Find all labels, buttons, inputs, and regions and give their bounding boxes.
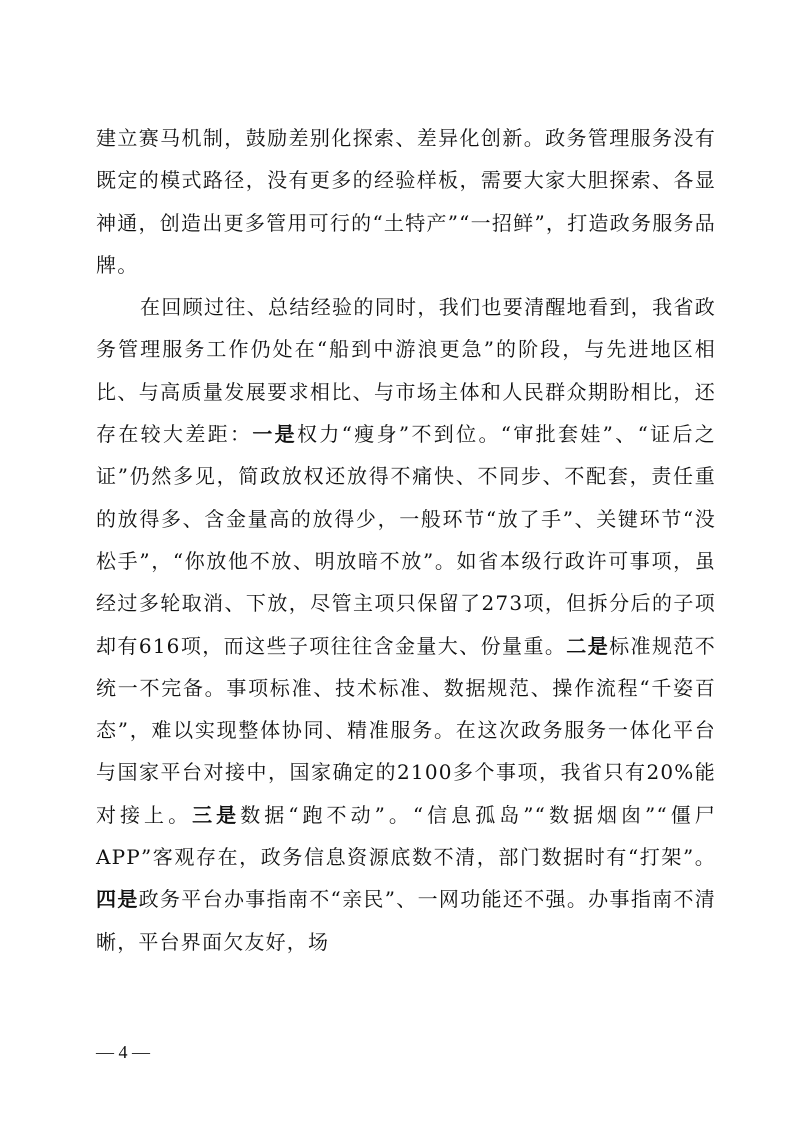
point-two-label: 二是	[566, 633, 610, 658]
point-one-text: 权力“瘦身”不到位。“审批套娃”、“证后之证”仍然多见，简政放权还放得不痛快、不同步、不配套，责任重的放得多、含金量高的放得少，一般环节“放了手”、关键环节“没松手”，“你放他不放、明放暗不放”。如省本级行政许可事项，虽经过多轮取消、下放，尽管主项只保留了273项，但拆分后的子项却有616项，而这些子项往往含金量大、份量重。	[96, 422, 717, 658]
paragraph-2-intro: 在回顾过往、总结经验的同时，我们也要清醒地看到，我省政务管理服务工作仍处在“船到中游浪更急”的阶段，与先进地区相比、与高质量发展要求相比、与市场主体和人民群众期盼相比，还存在较大差距：	[96, 295, 716, 447]
point-four-text: 政务平台办事指南不“亲民”、一网功能还不强。办事指南不清晰，平台界面欠友好，场	[96, 887, 716, 954]
paragraph-2	[96, 286, 716, 963]
point-three-text: 数据“跑不动”。“信息孤岛”“数据烟囱”“僵尸APP”客观存在，政务信息资源底数不清，部门数据时有“打架”。	[96, 802, 716, 870]
paragraph-1-text: 建立赛马机制，鼓励差别化探索、差异化创新。政务管理服务没有既定的模式路径，没有更多的经验样板，需要大家大胆探索、各显神通，创造出更多管用可行的“土特产”“一招鲜”，打造政务服务品牌。	[96, 126, 716, 277]
point-two-text: 标准规范不统一不完备。事项标准、技术标准、数据规范、操作流程“千姿百态”，难以实现整体协同、精准服务。在这次政务服务一体化平台与国家平台对接中，国家确定的2100多个事项，我省只有20%能对接上。	[96, 633, 717, 827]
page-number: — 4 —	[96, 1042, 150, 1062]
point-four-label: 四是	[96, 887, 139, 912]
point-three-label: 三是	[192, 802, 241, 827]
point-one-label: 一是	[252, 422, 298, 447]
document-body	[96, 117, 716, 963]
paragraph-1	[96, 117, 716, 286]
